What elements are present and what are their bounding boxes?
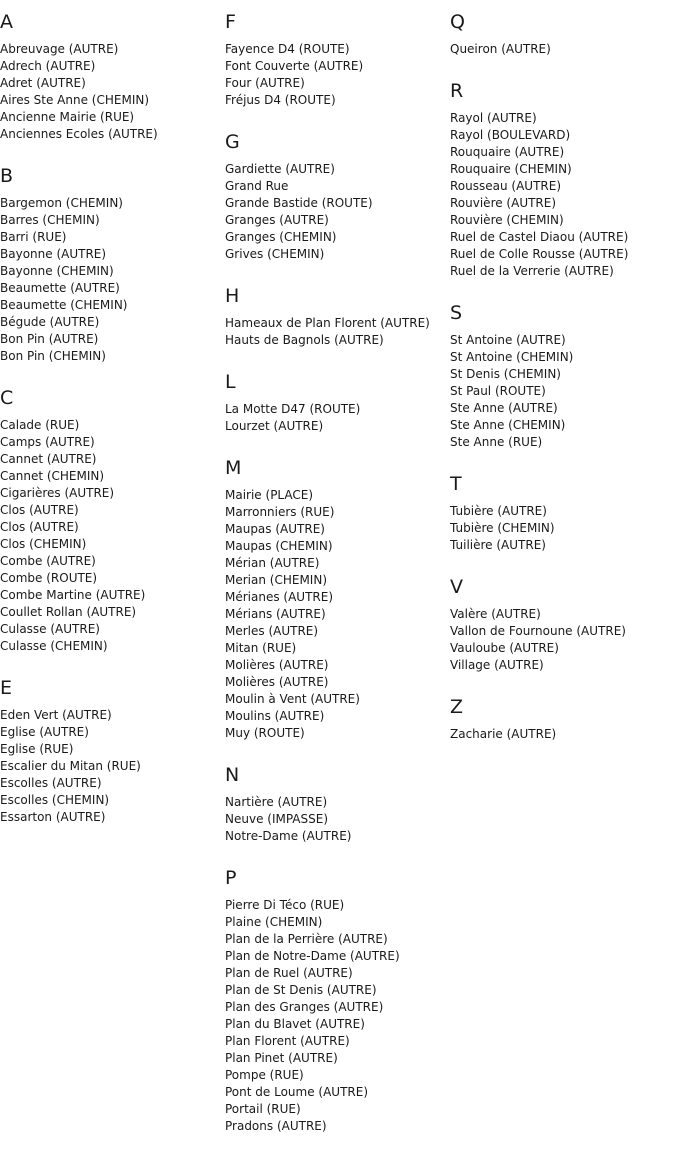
street-entry: Moulin à Vent (AUTRE)	[225, 692, 360, 706]
letter-group-f	[225, 11, 450, 109]
street-entry: St Paul (ROUTE)	[450, 384, 546, 398]
street-entry: Mairie (PLACE)	[225, 488, 314, 502]
letter-heading: G	[225, 131, 240, 153]
street-entry: Bon Pin (CHEMIN)	[0, 349, 106, 363]
street-entry: Pompe (RUE)	[225, 1068, 304, 1082]
street-entry: Hauts de Bagnols (AUTRE)	[225, 333, 384, 347]
letter-group-a	[0, 11, 225, 143]
street-list	[225, 794, 450, 845]
street-list	[0, 417, 225, 655]
letter-heading: V	[450, 576, 463, 598]
street-entry: Escalier du Mitan (RUE)	[0, 759, 141, 773]
street-entry: La Motte D47 (ROUTE)	[225, 402, 361, 416]
street-entry: Zacharie (AUTRE)	[450, 727, 557, 741]
street-entry: Escolles (AUTRE)	[0, 776, 102, 790]
street-entry: Fréjus D4 (ROUTE)	[225, 93, 336, 107]
letter-heading: C	[0, 387, 14, 409]
letter-heading: T	[450, 473, 462, 495]
street-entry: Bayonne (AUTRE)	[0, 247, 107, 261]
letter-heading: B	[0, 165, 14, 187]
street-entry: Cannet (AUTRE)	[0, 452, 97, 466]
street-entry: Beaumette (CHEMIN)	[0, 298, 128, 312]
street-entry: Queiron (AUTRE)	[450, 42, 551, 56]
street-entry: Culasse (CHEMIN)	[0, 639, 108, 653]
letter-group-l	[225, 371, 450, 435]
street-entry: Clos (CHEMIN)	[0, 537, 87, 551]
street-entry: Rayol (AUTRE)	[450, 111, 537, 125]
index-column-3	[450, 11, 675, 765]
street-entry: Mérianes (AUTRE)	[225, 590, 334, 604]
letter-group-v	[450, 576, 675, 674]
street-list	[0, 195, 225, 365]
letter-group-h	[225, 285, 450, 349]
street-entry: Merian (CHEMIN)	[225, 573, 327, 587]
letter-heading: R	[450, 80, 464, 102]
street-entry: Molières (AUTRE)	[225, 658, 329, 672]
street-entry: Calade (RUE)	[0, 418, 80, 432]
street-entry: Merles (AUTRE)	[225, 624, 319, 638]
letter-heading: H	[225, 285, 240, 307]
letter-group-c	[0, 387, 225, 655]
street-entry: Barri (RUE)	[0, 230, 67, 244]
street-entry: Ruel de la Verrerie (AUTRE)	[450, 264, 614, 278]
street-entry: Granges (AUTRE)	[225, 213, 329, 227]
street-entry: Maupas (CHEMIN)	[225, 539, 333, 553]
street-entry: Molières (AUTRE)	[225, 675, 329, 689]
street-entry: Font Couverte (AUTRE)	[225, 59, 364, 73]
letter-heading: E	[0, 677, 13, 699]
letter-heading: Q	[450, 11, 465, 33]
street-list	[225, 41, 450, 109]
street-entry: Granges (CHEMIN)	[225, 230, 337, 244]
street-entry: Rouvière (AUTRE)	[450, 196, 557, 210]
letter-heading: Z	[450, 696, 464, 718]
letter-group-n	[225, 764, 450, 845]
letter-group-z	[450, 696, 675, 743]
street-entry: St Antoine (CHEMIN)	[450, 350, 574, 364]
street-entry: Combe (AUTRE)	[0, 554, 96, 568]
street-list	[450, 110, 675, 280]
street-entry: Rouquaire (AUTRE)	[450, 145, 565, 159]
street-entry: Vallon de Fournoune (AUTRE)	[450, 624, 626, 638]
street-entry: Coullet Rollan (AUTRE)	[0, 605, 137, 619]
street-entry: Neuve (IMPASSE)	[225, 812, 329, 826]
street-list	[0, 707, 225, 826]
street-entry: Cigarières (AUTRE)	[0, 486, 115, 500]
street-entry: Plan du Blavet (AUTRE)	[225, 1017, 365, 1031]
letter-heading: F	[225, 11, 236, 33]
street-entry: Bon Pin (AUTRE)	[0, 332, 99, 346]
letter-group-s	[450, 302, 675, 451]
street-list	[225, 161, 450, 263]
street-list	[225, 401, 450, 435]
street-entry: Eglise (AUTRE)	[0, 725, 89, 739]
street-list	[225, 897, 450, 1135]
street-entry: Rouvière (CHEMIN)	[450, 213, 564, 227]
letter-group-g	[225, 131, 450, 263]
street-entry: Mitan (RUE)	[225, 641, 297, 655]
street-entry: Portail (RUE)	[225, 1102, 301, 1116]
street-entry: Ruel de Colle Rousse (AUTRE)	[450, 247, 629, 261]
street-entry: Combe (ROUTE)	[0, 571, 98, 585]
street-list	[225, 487, 450, 742]
street-entry: Adret (AUTRE)	[0, 76, 86, 90]
street-entry: Pradons (AUTRE)	[225, 1119, 327, 1133]
street-entry: Ste Anne (CHEMIN)	[450, 418, 566, 432]
street-entry: Village (AUTRE)	[450, 658, 544, 672]
street-entry: Valère (AUTRE)	[450, 607, 541, 621]
letter-heading: N	[225, 764, 240, 786]
street-list	[225, 315, 450, 349]
street-entry: Culasse (AUTRE)	[0, 622, 100, 636]
street-entry: Bégude (AUTRE)	[0, 315, 100, 329]
street-list	[450, 503, 675, 554]
street-entry: Grande Bastide (ROUTE)	[225, 196, 373, 210]
street-entry: Four (AUTRE)	[225, 76, 305, 90]
street-entry: Combe Martine (AUTRE)	[0, 588, 146, 602]
street-entry: Anciennes Ecoles (AUTRE)	[0, 127, 158, 141]
street-entry: Clos (AUTRE)	[0, 503, 79, 517]
index-column-2	[225, 11, 450, 1157]
street-entry: Beaumette (AUTRE)	[0, 281, 120, 295]
street-entry: Hameaux de Plan Florent (AUTRE)	[225, 316, 430, 330]
street-entry: Muy (ROUTE)	[225, 726, 305, 740]
street-entry: Adrech (AUTRE)	[0, 59, 96, 73]
letter-heading: M	[225, 457, 242, 479]
street-entry: Plan Pinet (AUTRE)	[225, 1051, 338, 1065]
street-entry: Aires Ste Anne (CHEMIN)	[0, 93, 150, 107]
letter-heading: L	[225, 371, 236, 393]
street-entry: Gardiette (AUTRE)	[225, 162, 335, 176]
street-list	[450, 41, 675, 58]
street-list	[450, 332, 675, 451]
street-entry: Grives (CHEMIN)	[225, 247, 325, 261]
street-entry: Plan Florent (AUTRE)	[225, 1034, 350, 1048]
street-entry: Rousseau (AUTRE)	[450, 179, 562, 193]
street-entry: St Denis (CHEMIN)	[450, 367, 561, 381]
street-entry: Abreuvage (AUTRE)	[0, 42, 119, 56]
street-entry: Eglise (RUE)	[0, 742, 74, 756]
street-entry: Marronniers (RUE)	[225, 505, 335, 519]
street-entry: Bayonne (CHEMIN)	[0, 264, 114, 278]
letter-group-r	[450, 80, 675, 280]
street-entry: Mérian (AUTRE)	[225, 556, 320, 570]
street-entry: Barres (CHEMIN)	[0, 213, 100, 227]
street-entry: Grand Rue	[225, 179, 289, 193]
index-column-1	[0, 11, 225, 848]
street-entry: Plaine (CHEMIN)	[225, 915, 323, 929]
street-entry: Cannet (CHEMIN)	[0, 469, 105, 483]
street-entry: Tubière (CHEMIN)	[450, 521, 555, 535]
street-entry: Rouquaire (CHEMIN)	[450, 162, 572, 176]
street-list	[0, 41, 225, 143]
street-entry: Plan de St Denis (AUTRE)	[225, 983, 377, 997]
street-entry: Plan de Notre-Dame (AUTRE)	[225, 949, 400, 963]
street-entry: Vauloube (AUTRE)	[450, 641, 559, 655]
street-entry: Tubière (AUTRE)	[450, 504, 547, 518]
street-entry: Nartière (AUTRE)	[225, 795, 328, 809]
street-entry: Fayence D4 (ROUTE)	[225, 42, 350, 56]
street-entry: Eden Vert (AUTRE)	[0, 708, 112, 722]
street-entry: Essarton (AUTRE)	[0, 810, 106, 824]
street-entry: Mérians (AUTRE)	[225, 607, 326, 621]
letter-group-e	[0, 677, 225, 826]
letter-heading: A	[0, 11, 13, 33]
letter-heading: S	[450, 302, 463, 324]
letter-group-m	[225, 457, 450, 742]
street-entry: Moulins (AUTRE)	[225, 709, 325, 723]
street-entry: Ancienne Mairie (RUE)	[0, 110, 135, 124]
street-entry: Bargemon (CHEMIN)	[0, 196, 123, 210]
street-entry: Lourzet (AUTRE)	[225, 419, 324, 433]
street-entry: Clos (AUTRE)	[0, 520, 79, 534]
letter-group-t	[450, 473, 675, 554]
street-list	[450, 606, 675, 674]
street-entry: Tuilière (AUTRE)	[450, 538, 546, 552]
letter-group-p	[225, 867, 450, 1135]
street-entry: Ruel de Castel Diaou (AUTRE)	[450, 230, 629, 244]
street-entry: Plan de la Perrière (AUTRE)	[225, 932, 388, 946]
street-entry: Maupas (AUTRE)	[225, 522, 325, 536]
street-entry: St Antoine (AUTRE)	[450, 333, 566, 347]
street-entry: Plan des Granges (AUTRE)	[225, 1000, 384, 1014]
letter-heading: P	[225, 867, 237, 889]
street-entry: Plan de Ruel (AUTRE)	[225, 966, 353, 980]
letter-group-b	[0, 165, 225, 365]
letter-group-q	[450, 11, 675, 58]
street-entry: Escolles (CHEMIN)	[0, 793, 110, 807]
street-entry: Camps (AUTRE)	[0, 435, 95, 449]
street-entry: Notre-Dame (AUTRE)	[225, 829, 352, 843]
street-entry: Ste Anne (RUE)	[450, 435, 543, 449]
street-entry: Pierre Di Téco (RUE)	[225, 898, 345, 912]
street-list	[450, 726, 675, 743]
street-entry: Rayol (BOULEVARD)	[450, 128, 571, 142]
street-entry: Ste Anne (AUTRE)	[450, 401, 558, 415]
street-entry: Pont de Loume (AUTRE)	[225, 1085, 369, 1099]
